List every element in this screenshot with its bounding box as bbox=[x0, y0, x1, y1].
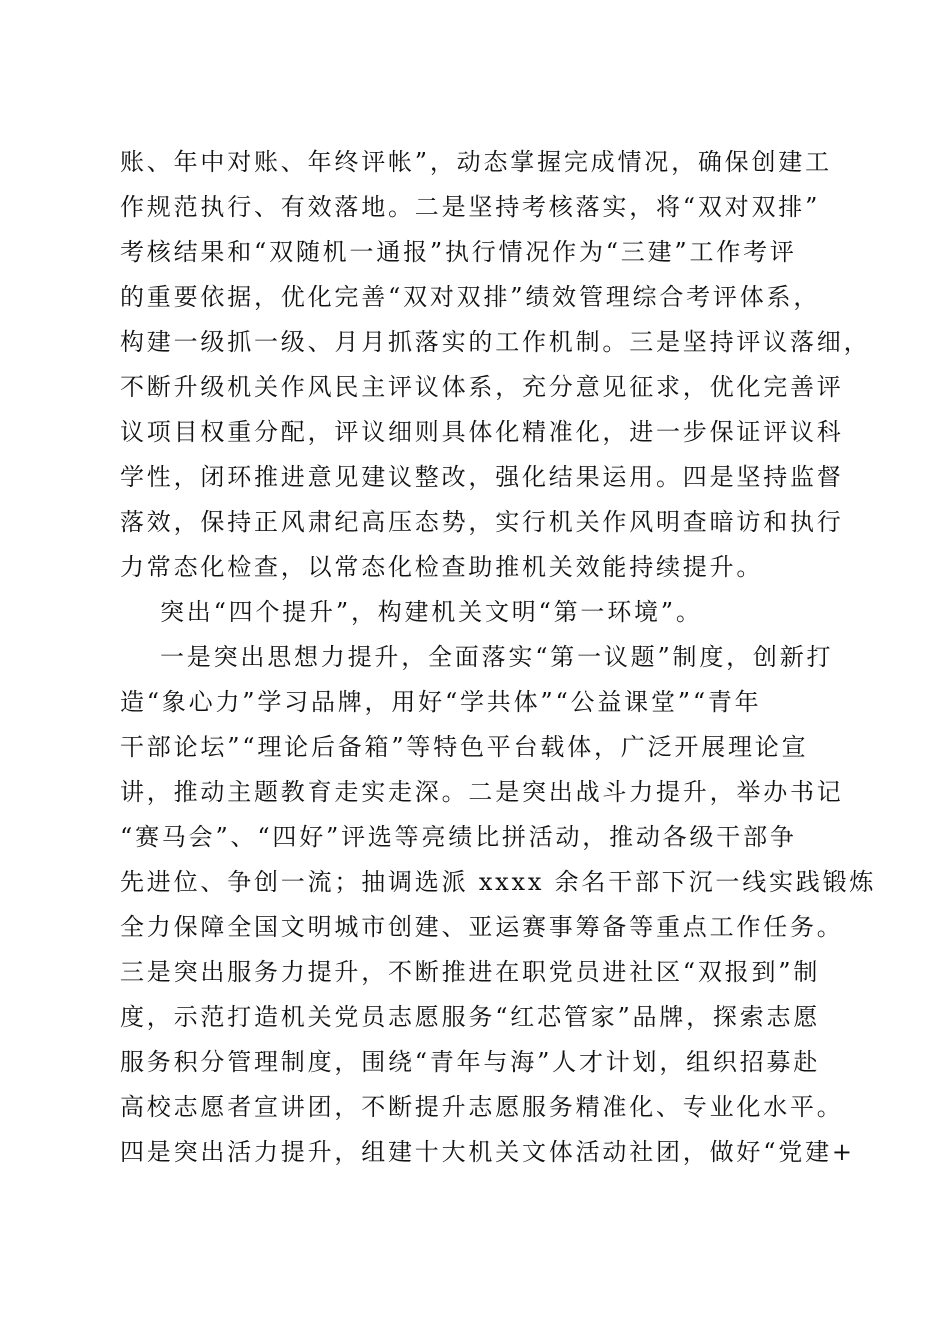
body-text-line: 议项目权重分配，评议细则具体化精准化，进一步保证评议科 bbox=[120, 418, 844, 446]
body-text-line: 四是突出活力提升，组建十大机关文体活动社团，做好“党建+ bbox=[120, 1138, 855, 1166]
body-text-line: 的重要依据，优化完善“双对双排”绩效管理综合考评体系， bbox=[120, 283, 821, 311]
body-text-line: 服务积分管理制度，围绕“青年与海”人才计划，组织招募赴 bbox=[120, 1048, 821, 1076]
body-text-line: 作规范执行、有效落地。二是坚持考核落实，将“双对双排” bbox=[120, 193, 821, 221]
paragraph-first-line: 一是突出思想力提升，全面落实“第一议题”制度，创新打 bbox=[160, 643, 834, 671]
body-text-line: 高校志愿者宣讲团，不断提升志愿服务精准化、专业化水平。 bbox=[120, 1093, 844, 1121]
body-text-line: 考核结果和“双随机一通报”执行情况作为“三建”工作考评 bbox=[120, 238, 797, 266]
section-heading: 突出“四个提升”，构建机关文明“第一环境”。 bbox=[160, 598, 703, 626]
body-text-line: 干部论坛”“理论后备箱”等特色平台载体，广泛开展理论宣 bbox=[120, 733, 809, 761]
body-text-line: 全力保障全国文明城市创建、亚运赛事筹备等重点工作任务。 bbox=[120, 913, 844, 941]
body-text-line: 三是突出服务力提升，不断推进在职党员进社区“双报到”制 bbox=[120, 958, 821, 986]
body-text-line: 落效，保持正风肃纪高压态势，实行机关作风明查暗访和执行 bbox=[120, 508, 844, 536]
body-text-line: 账、年中对账、年终评帐”，动态掌握完成情况，确保创建工 bbox=[120, 148, 832, 176]
body-text-line: 度，示范打造机关党员志愿服务“红芯管家”品牌，探索志愿 bbox=[120, 1003, 821, 1031]
body-text-line: 力常态化检查，以常态化检查助推机关效能持续提升。 bbox=[120, 553, 764, 581]
body-text-line: 构建一级抓一级、月月抓落实的工作机制。三是坚持评议落细， bbox=[120, 328, 871, 356]
body-text-line: 不断升级机关作风民主评议体系，充分意见征求，优化完善评 bbox=[120, 373, 844, 401]
body-text-line: 先进位、争创一流；抽调选派 xxxx 余名干部下沉一线实践锻炼 bbox=[120, 868, 877, 896]
body-text-line: 讲，推动主题教育走实走深。二是突出战斗力提升，举办书记 bbox=[120, 778, 844, 806]
body-text-line: “赛马会”、“四好”评选等亮绩比拼活动，推动各级干部争 bbox=[120, 823, 797, 851]
body-text-line: 造“象心力”学习品牌，用好“学共体”“公益课堂”“青年 bbox=[120, 688, 762, 716]
body-text-line: 学性，闭环推进意见建议整改，强化结果运用。四是坚持监督 bbox=[120, 463, 844, 491]
